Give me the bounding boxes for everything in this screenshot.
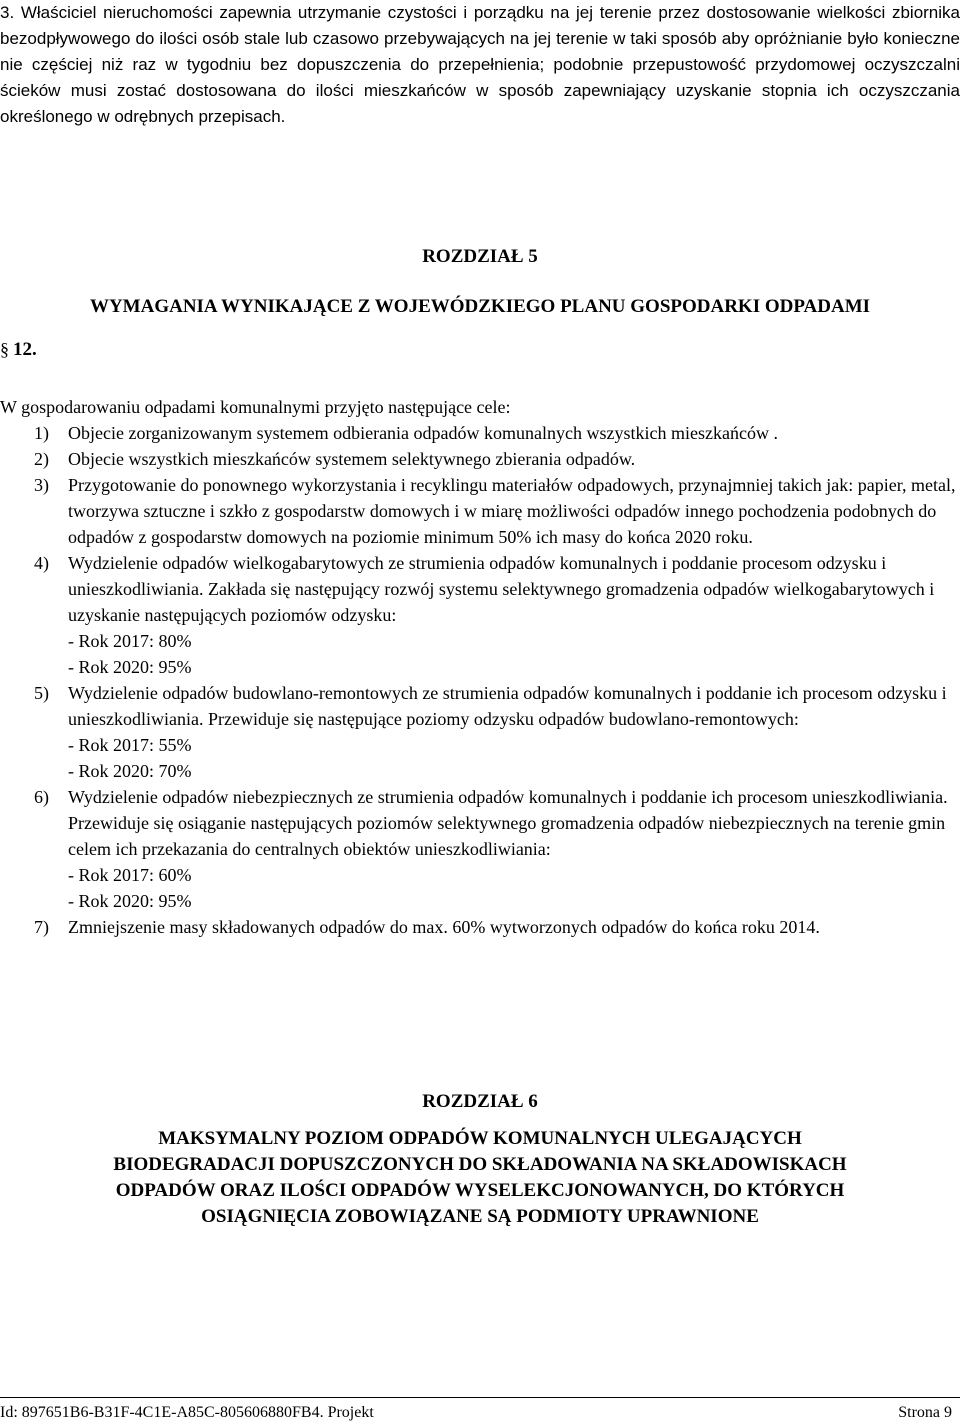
chapter-6-title-line: BIODEGRADACJI DOPUSZCZONYCH DO SKŁADOWANIA NA SKŁADOWISKACH [113, 1154, 847, 1175]
target-level: - Rok 2020: 70% [68, 761, 192, 781]
target-level: - Rok 2020: 95% [68, 891, 192, 911]
list-item [0, 914, 960, 940]
list-marker: 5) [34, 683, 49, 703]
target-level: - Rok 2017: 55% [68, 735, 192, 755]
chapter-6-title-line: OSIĄGNIĘCIA ZOBOWIĄZANE SĄ PODMIOTY UPRAWNIONE [201, 1206, 759, 1227]
list-item-text: Przygotowanie do ponownego wykorzystania i recyklingu materiałów odpadowych, przynajmniej takich jak: papier, metal, tworzywa sztuczne i szkło z gospodarstw domowych i w miarę możliwości odpadów innego pochodzenia podobnych do odpadów z gospodarstw domowych na poziomie minimum 50% ich masy do końca 2020 roku. [68, 475, 956, 547]
chapter-6-title-line: MAKSYMALNY POZIOM ODPADÓW KOMUNALNYCH ULEGAJĄCYCH [158, 1128, 802, 1149]
page-number: Strona 9 [898, 1404, 952, 1421]
target-level: - Rok 2017: 60% [68, 865, 192, 885]
list-marker: 4) [34, 553, 49, 573]
list-item-text: Wydzielenie odpadów niebezpiecznych ze strumienia odpadów komunalnych i poddanie ich procesom unieszkodliwiania. Przewiduje się osiąganie następujących poziomów selektywnego gromadzenia odpadów niebezpiecznych na terenie gmin celem ich przekazania do centralnych obiektów unieszkodliwiania: [68, 787, 948, 859]
list-marker: 7) [34, 917, 49, 937]
list-item-text: Wydzielenie odpadów budowlano-remontowych ze strumienia odpadów komunalnych i poddanie ich procesom odzysku i unieszkodliwiania. Przewiduje się następujące poziomy odzysku odpadów budowlano-remontowych: [68, 683, 947, 729]
list-item [0, 680, 960, 784]
target-level: - Rok 2017: 80% [68, 631, 192, 651]
chapter-5-label: ROZDZIAŁ 5 [422, 246, 538, 267]
list-marker: 6) [34, 787, 49, 807]
document-id: Id: 897651B6-B31F-4C1E-A85C-805606880FB4. Projekt [0, 1404, 374, 1421]
list-item [0, 472, 960, 550]
target-level: - Rok 2020: 95% [68, 657, 192, 677]
list-item [0, 550, 960, 680]
section-heading [0, 336, 37, 363]
list-marker: 3) [34, 475, 49, 495]
list-item [0, 420, 960, 446]
list-marker: 2) [34, 449, 49, 469]
paragraph-3: 3. Właściciel nieruchomości zapewnia utrzymanie czystości i porządku na jej terenie przez dostosowanie wielkości zbiornika bezodpływowego do ilości osób stale lub czasowo przebywających na jej terenie w taki sposób aby opróżnianie było konieczne nie częściej niż raz w tygodniu bez dopuszczenia do przepełnienia; podobnie przepustowość przydomowej oczyszczalni ścieków musi zostać dostosowana do ilości mieszkańców w sposób zapewniający uzyskanie stopnia ich oczyszczania określonego w odrębnych przepisach. [0, 3, 960, 126]
list-item-text: Zmniejszenie masy składowanych odpadów do max. 60% wytworzonych odpadów do końca roku 2014. [68, 917, 820, 937]
list-marker: 1) [34, 423, 49, 443]
footer-divider [0, 1397, 960, 1398]
section-symbol: § [0, 339, 9, 359]
chapter-6-label: ROZDZIAŁ 6 [422, 1091, 538, 1112]
list-item-text: Objecie zorganizowanym systemem odbierania odpadów komunalnych wszystkich mieszkańców . [68, 423, 778, 443]
list-item [0, 784, 960, 914]
section-number: 12. [13, 339, 37, 360]
list-item-text: Wydzielenie odpadów wielkogabarytowych ze strumienia odpadów komunalnych i poddanie procesom odzysku i unieszkodliwiania. Zakłada się następujący rozwój systemu selektywnego gromadzenia odpadów wielkogabarytowych i uzyskanie następujących poziomów odzysku: [68, 553, 935, 625]
goals-list [0, 420, 960, 940]
chapter-5-title: WYMAGANIA WYNIKAJĄCE Z WOJEWÓDZKIEGO PLANU GOSPODARKI ODPADAMI [89, 296, 871, 317]
chapter-6-title [0, 1126, 960, 1230]
list-item-text: Objecie wszystkich mieszkańców systemem selektywnego zbierania odpadów. [68, 449, 636, 469]
goals-intro: W gospodarowaniu odpadami komunalnymi przyjęto następujące cele: [0, 397, 511, 417]
chapter-6-title-line: ODPADÓW ORAZ ILOŚCI ODPADÓW WYSELEKCJONOWANYCH, DO KTÓRYCH [115, 1180, 845, 1201]
list-item [0, 446, 960, 472]
